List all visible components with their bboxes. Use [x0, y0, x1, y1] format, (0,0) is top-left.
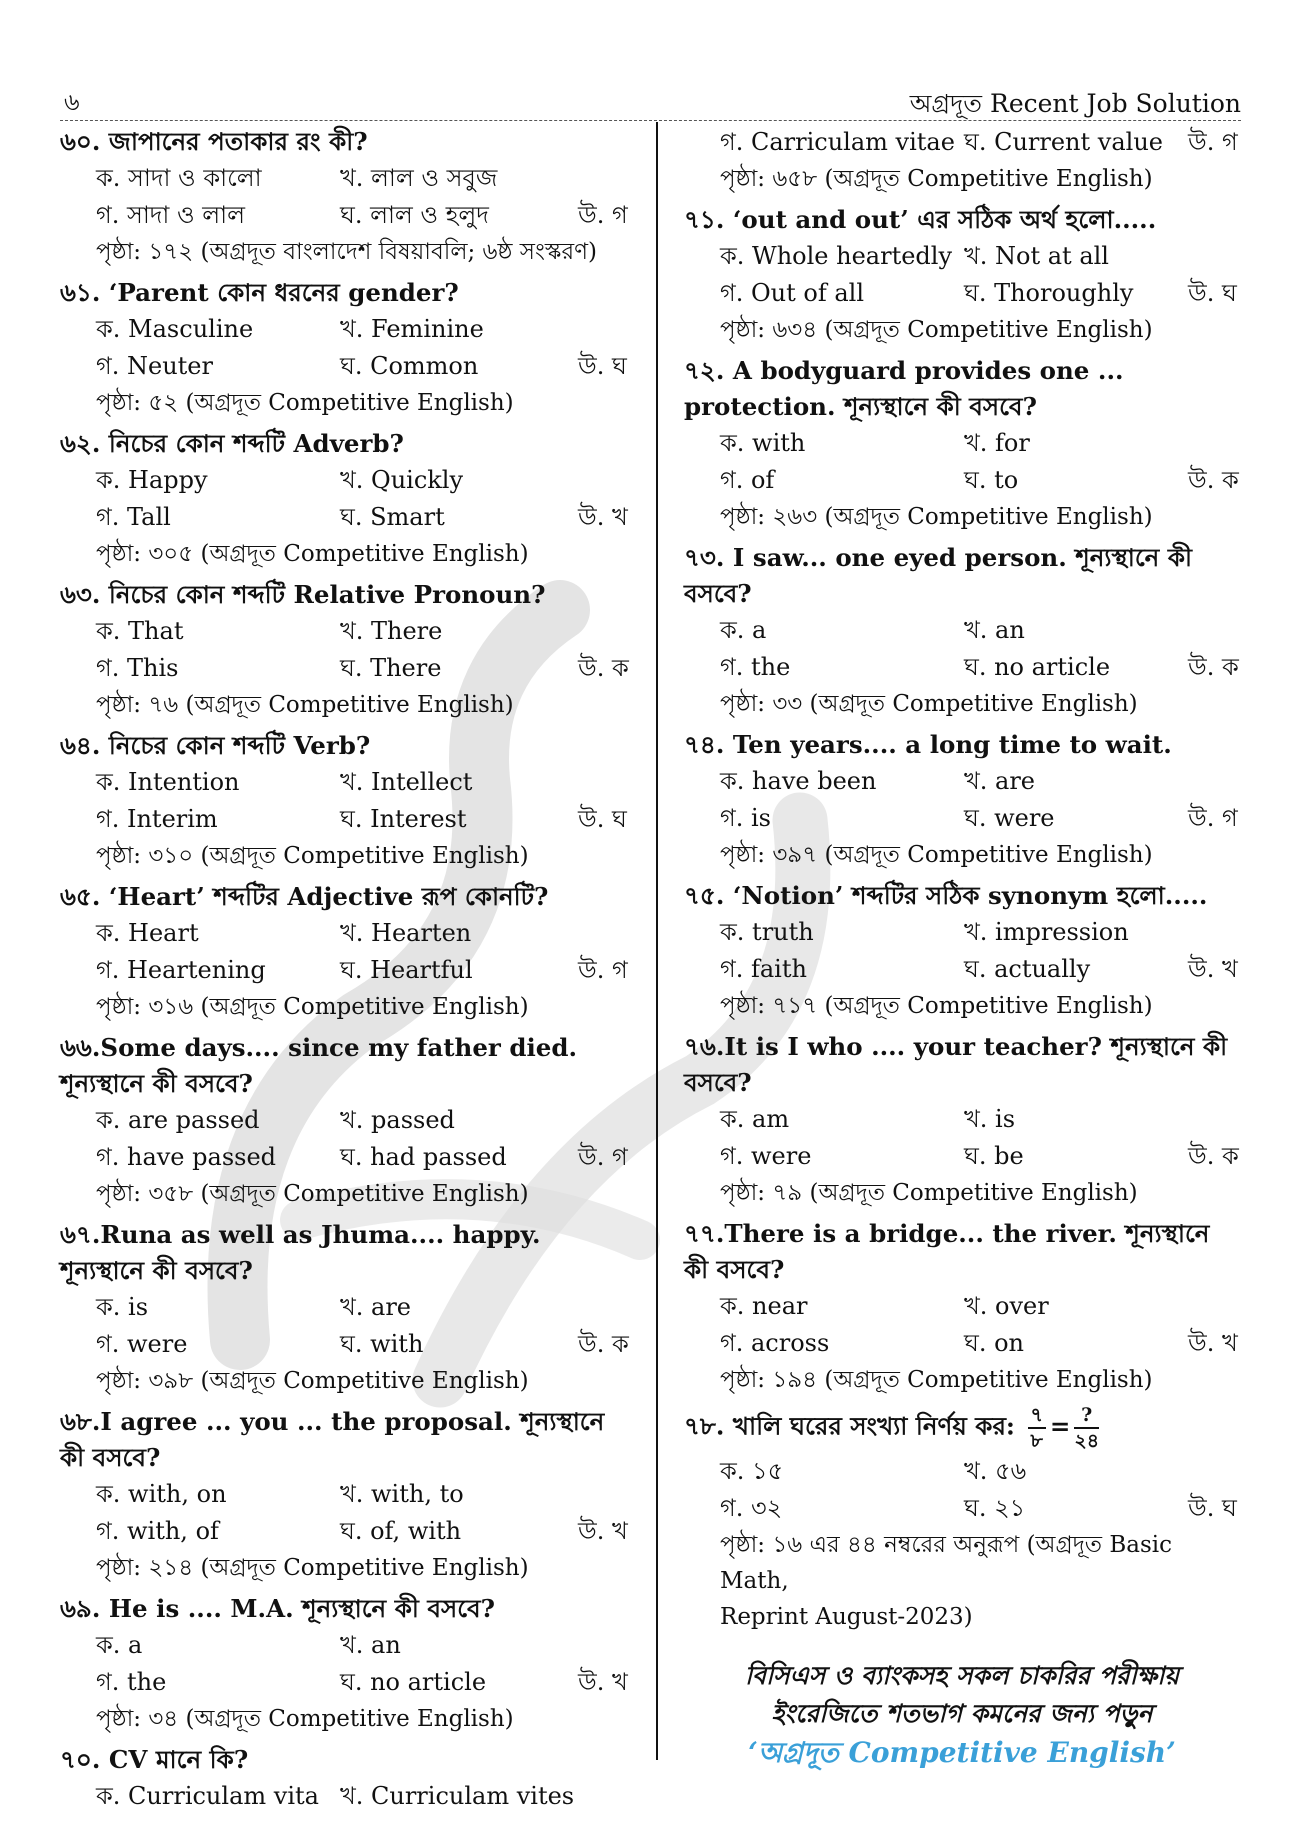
answer-key: উ. ঘ — [1188, 279, 1237, 307]
option: ঘ. to — [964, 466, 1019, 494]
option: ঘ. There — [340, 654, 442, 682]
option-row — [684, 951, 1240, 988]
page-reference: পৃষ্ঠা: ২৬৩ (অগ্রদূত Competitive English) — [720, 504, 1153, 530]
question — [684, 540, 1240, 723]
option: খ. an — [340, 1631, 401, 1659]
option: ক. is — [96, 1293, 149, 1321]
promo-line-2: ইংরেজিতে শতভাগ কমনের জন্য পড়ুন — [771, 1699, 1153, 1728]
option-row — [60, 764, 630, 801]
option-row — [60, 499, 630, 536]
option-row — [60, 311, 630, 348]
page-reference: পৃষ্ঠা: ৭৯ (অগ্রদূত Competitive English) — [720, 1180, 1138, 1206]
page-reference: পৃষ্ঠা: ৬৩৪ (অগ্রদূত Competitive English) — [720, 317, 1153, 343]
option-row — [684, 1138, 1240, 1175]
option: ঘ. of, with — [340, 1517, 462, 1545]
question — [60, 728, 630, 875]
option: ঘ. no article — [340, 1668, 487, 1696]
fraction-left: $\frac{৭}{৮}$ — [1028, 1403, 1046, 1453]
option-row: গ. ৩২ ঘ. ২১ উ. ঘ — [720, 1494, 1237, 1522]
question-text: ৬০. জাপানের পতাকার রং কী? — [60, 127, 368, 156]
answer-key: উ. খ — [1188, 1329, 1238, 1357]
question-text: ৭৪. Ten years.... a long time to wait. — [684, 730, 1172, 759]
option: ঘ. Heartful — [340, 956, 473, 984]
option-row — [684, 800, 1240, 837]
answer-key — [1188, 1101, 1240, 1138]
option: খ. are — [964, 767, 1036, 795]
option: খ. Intellect — [340, 768, 473, 796]
option-row — [60, 915, 630, 952]
option: গ. Out of all — [720, 279, 865, 307]
answer-key: উ. গ — [578, 201, 628, 229]
answer-key: উ. খ — [1188, 955, 1238, 983]
option-row — [60, 613, 630, 650]
option: ঘ. no article — [964, 653, 1111, 681]
question-text: ৭৫. ‘Notion’ শব্দটির সঠিক synonym হলো..... — [684, 881, 1208, 910]
question-text: ৬৬.Some days.... since my father died. শূন্যস্থানে কী বসবে? — [60, 1033, 578, 1098]
answer-key: উ. খ — [578, 1668, 628, 1696]
option: ক. have been — [720, 767, 877, 795]
answer-key — [578, 1627, 630, 1664]
answer-key: উ. খ — [578, 503, 628, 531]
option: গ. were — [720, 1142, 812, 1170]
answer-key: উ. ক — [578, 654, 629, 682]
option: খ. passed — [340, 1106, 455, 1134]
page-reference: পৃষ্ঠা: ৩১০ (অগ্রদূত Competitive English) — [96, 843, 529, 869]
option: খ. an — [964, 616, 1025, 644]
running-title: অগ্রদূত Recent Job Solution — [909, 89, 1241, 118]
option: ঘ. Current value — [964, 128, 1163, 156]
question — [60, 577, 630, 724]
page-reference: পৃষ্ঠা: ৬৫৮ (অগ্রদূত Competitive English) — [720, 166, 1153, 192]
answer-key: উ. খ — [578, 1517, 628, 1545]
option-row — [60, 1289, 630, 1326]
option: খ. Not at all — [964, 242, 1109, 270]
option: ক. Curriculam vita — [96, 1782, 319, 1810]
column-divider — [656, 122, 658, 1760]
option: গ. with, of — [96, 1517, 219, 1545]
question-text: ৭১. ‘out and out’ এর সঠিক অর্থ হলো..... — [684, 205, 1157, 234]
option-row — [684, 914, 1240, 951]
option: গ. across — [720, 1329, 830, 1357]
question — [60, 426, 630, 573]
question-text: ৭৮. খালি ঘরের সংখ্যা নির্ণয় কর: $\frac{৭}{৮}$ = $\frac{?}{২৪}$ — [684, 1404, 1100, 1452]
answer-key — [578, 1289, 630, 1326]
question-text: ৬৫. ‘Heart’ শব্দটির Adjective রূপ কোনটি? — [60, 882, 549, 911]
option-row — [684, 462, 1240, 499]
right-column — [684, 124, 1240, 1773]
option-row — [60, 1139, 630, 1176]
page-reference: পৃষ্ঠা: ১৯৪ (অগ্রদূত Competitive English) — [720, 1367, 1153, 1393]
page-reference: Reprint August-2023) — [720, 1604, 973, 1630]
page-reference: পৃষ্ঠা: ৩৩ (অগ্রদূত Competitive English) — [720, 691, 1138, 717]
option: ক. Happy — [96, 466, 208, 494]
option: গ. is — [720, 804, 771, 832]
page-reference: পৃষ্ঠা: ৩৯৭ (অগ্রদূত Competitive English) — [720, 842, 1153, 868]
answer-key — [578, 462, 630, 499]
answer-key — [1188, 612, 1240, 649]
question-text: ৬৭.Runa as well as Jhuma.... happy. শূন্যস্থানে কী বসবে? — [60, 1220, 541, 1285]
page-reference: পৃষ্ঠা: ৩৫৮ (অগ্রদূত Competitive English) — [96, 1181, 529, 1207]
option: গ. Carriculam vitae — [720, 128, 955, 156]
option: ঘ. Thoroughly — [964, 279, 1134, 307]
option: খ. There — [340, 617, 443, 645]
option: ক. Masculine — [96, 315, 254, 343]
question — [60, 124, 630, 271]
page-reference: পৃষ্ঠা: ১৭২ (অগ্রদূত বাংলাদেশ বিষয়াবলি; ৬ষ্ঠ সংস্করণ) — [96, 239, 597, 265]
page-reference: পৃষ্ঠা: ৩০৫ (অগ্রদূত Competitive English) — [96, 541, 529, 567]
option: গ. were — [96, 1330, 188, 1358]
question — [684, 202, 1240, 349]
fraction-right: $\frac{?}{২৪}$ — [1074, 1404, 1100, 1452]
option: ক. সাদা ও কালো — [96, 164, 262, 192]
answer-key: উ. ঘ — [578, 805, 627, 833]
promo-box — [684, 1657, 1240, 1773]
question — [684, 1216, 1240, 1399]
question — [60, 1742, 630, 1815]
option: গ. have passed — [96, 1143, 277, 1171]
answer-key: উ. ক — [1188, 466, 1239, 494]
answer-key: উ. গ — [1188, 804, 1238, 832]
question — [684, 353, 1240, 536]
answer-key — [578, 915, 630, 952]
answer-key: উ. ক — [1188, 653, 1239, 681]
option: ঘ. actually — [964, 955, 1091, 983]
answer-key: উ. গ — [578, 1143, 628, 1171]
page-number: ৬ — [64, 88, 80, 116]
option-row — [684, 1325, 1240, 1362]
option-row — [684, 124, 1240, 161]
question-text: ৭০. CV মানে কি? — [60, 1745, 249, 1774]
page-reference: পৃষ্ঠা: ৩৯৮ (অগ্রদূত Competitive English) — [96, 1368, 529, 1394]
option: ক. Heart — [96, 919, 199, 947]
option-row — [60, 1513, 630, 1550]
question — [684, 727, 1240, 874]
option: ক. with, on — [96, 1480, 227, 1508]
option-row — [60, 1778, 630, 1815]
option: ক. am — [720, 1105, 790, 1133]
option-row — [684, 612, 1240, 649]
option-row — [684, 238, 1240, 275]
option: ঘ. Common — [340, 352, 479, 380]
option: ক. Intention — [96, 768, 240, 796]
option-row — [60, 462, 630, 499]
question — [684, 1029, 1240, 1212]
question-text: ৭৭.There is a bridge... the river. শূন্যস্থানে কী বসবে? — [684, 1219, 1210, 1284]
question — [60, 1404, 630, 1587]
answer-key: উ. ক — [1188, 1142, 1239, 1170]
option: খ. Hearten — [340, 919, 472, 947]
answer-key — [578, 764, 630, 801]
option: ক. with — [720, 429, 806, 457]
question-text: ৬১. ‘Parent কোন ধরনের gender? — [60, 278, 459, 307]
question-text: ৬২. নিচের কোন শব্দটি Adverb? — [60, 429, 404, 458]
question — [60, 1030, 630, 1213]
option-row — [684, 425, 1240, 462]
option-row — [684, 1101, 1240, 1138]
option: গ. Neuter — [96, 352, 213, 380]
option: ক. a — [720, 616, 767, 644]
question — [684, 878, 1240, 1025]
option: ঘ. Smart — [340, 503, 445, 531]
option: খ. with, to — [340, 1480, 464, 1508]
option: ক. truth — [720, 918, 814, 946]
answer-key — [578, 1102, 630, 1139]
left-column — [60, 124, 630, 1819]
option-row — [60, 160, 630, 197]
option: খ. is — [964, 1105, 1016, 1133]
page-reference: পৃষ্ঠা: ৭৬ (অগ্রদূত Competitive English) — [96, 692, 514, 718]
answer-key: উ. গ — [1188, 128, 1238, 156]
option: খ. are — [340, 1293, 412, 1321]
page-reference: পৃষ্ঠা: ৩১৬ (অগ্রদূত Competitive English) — [96, 994, 529, 1020]
question-text: ৬৩. নিচের কোন শব্দটি Relative Pronoun? — [60, 580, 546, 609]
option: ক. Whole heartedly — [720, 242, 953, 270]
question-text: ৭৩. I saw... one eyed person. শূন্যস্থানে কী বসবে? — [684, 543, 1192, 608]
option-row: ক. ১৫ খ. ৫৬ — [720, 1457, 1027, 1485]
option: গ. the — [720, 653, 791, 681]
question — [60, 1217, 630, 1400]
answer-key — [578, 160, 630, 197]
answer-key — [1188, 914, 1240, 951]
option-row — [684, 275, 1240, 312]
answer-key: উ. গ — [578, 956, 628, 984]
page-reference: পৃষ্ঠা: ৫২ (অগ্রদূত Competitive English) — [96, 390, 514, 416]
option: খ. Curriculam vites — [340, 1782, 575, 1810]
question — [60, 1591, 630, 1738]
option: খ. Feminine — [340, 315, 484, 343]
option-row — [60, 1476, 630, 1513]
promo-book-title: ‘অগ্রদূত Competitive English’ — [748, 1736, 1176, 1769]
question-text: ৭২. A bodyguard provides one ... protection. শূন্যস্থানে কী বসবে? — [684, 356, 1124, 421]
page-reference: পৃষ্ঠা: ৭১৭ (অগ্রদূত Competitive English) — [720, 993, 1153, 1019]
page-reference: পৃষ্ঠা: ৩৪ (অগ্রদূত Competitive English) — [96, 1706, 514, 1732]
option-row — [60, 801, 630, 838]
option: ক. near — [720, 1292, 808, 1320]
answer-key — [578, 1778, 630, 1815]
answer-key — [578, 613, 630, 650]
option: খ. Quickly — [340, 466, 464, 494]
option: ঘ. be — [964, 1142, 1024, 1170]
answer-key — [1188, 1288, 1240, 1325]
question-text: ৬৪. নিচের কোন শব্দটি Verb? — [60, 731, 371, 760]
option: খ. impression — [964, 918, 1129, 946]
option-row — [60, 650, 630, 687]
page-reference: পৃষ্ঠা: ২১৪ (অগ্রদূত Competitive English) — [96, 1555, 529, 1581]
option: খ. লাল ও সবুজ — [340, 164, 498, 192]
option: খ. over — [964, 1292, 1049, 1320]
option-row — [684, 1288, 1240, 1325]
answer-key — [1188, 238, 1240, 275]
option: গ. the — [96, 1668, 167, 1696]
option: গ. of — [720, 466, 775, 494]
option-row — [60, 348, 630, 385]
option: ক. That — [96, 617, 184, 645]
option: ঘ. লাল ও হলুদ — [340, 201, 489, 229]
option: ঘ. on — [964, 1329, 1024, 1357]
option: ঘ. had passed — [340, 1143, 507, 1171]
option-row — [60, 1627, 630, 1664]
answer-key — [1188, 763, 1240, 800]
option-row — [60, 1664, 630, 1701]
question-78 — [684, 1403, 1240, 1635]
option: গ. faith — [720, 955, 807, 983]
option: গ. সাদা ও লাল — [96, 201, 246, 229]
option: গ. Tall — [96, 503, 171, 531]
question — [60, 275, 630, 422]
answer-key — [578, 1476, 630, 1513]
option: ঘ. Interest — [340, 805, 467, 833]
option: গ. Interim — [96, 805, 218, 833]
right-question-list — [684, 124, 1240, 1399]
option: গ. Heartening — [96, 956, 266, 984]
answer-key — [1188, 425, 1240, 462]
option: ঘ. were — [964, 804, 1055, 832]
option-row — [60, 1326, 630, 1363]
question — [60, 879, 630, 1026]
promo-line-1: বিসিএস ও ব্যাংকসহ সকল চাকরির পরীক্ষায় — [744, 1661, 1180, 1690]
answer-key: উ. ঘ — [578, 352, 627, 380]
question-text: ৬৮.I agree ... you ... the proposal. শূন্যস্থানে কী বসবে? — [60, 1407, 605, 1472]
option-row — [684, 763, 1240, 800]
option-row — [60, 197, 630, 234]
answer-key: উ. ক — [578, 1330, 629, 1358]
option: ক. a — [96, 1631, 143, 1659]
answer-key — [578, 311, 630, 348]
page-reference: পৃষ্ঠা: ১৬ এর ৪৪ নম্বরের অনুরূপ (অগ্রদূত Basic Math, — [720, 1532, 1173, 1594]
option-row — [60, 1102, 630, 1139]
question-text: ৬৯. He is .... M.A. শূন্যস্থানে কী বসবে? — [60, 1594, 496, 1623]
option-row — [60, 952, 630, 989]
option: খ. for — [964, 429, 1030, 457]
option-row — [684, 649, 1240, 686]
option: ক. are passed — [96, 1106, 260, 1134]
page-header — [60, 84, 1241, 121]
question-text: ৭৬.It is I who .... your teacher? শূন্যস্থানে কী বসবে? — [684, 1032, 1228, 1097]
option: গ. This — [96, 654, 179, 682]
option: ঘ. with — [340, 1330, 424, 1358]
question — [684, 124, 1240, 198]
